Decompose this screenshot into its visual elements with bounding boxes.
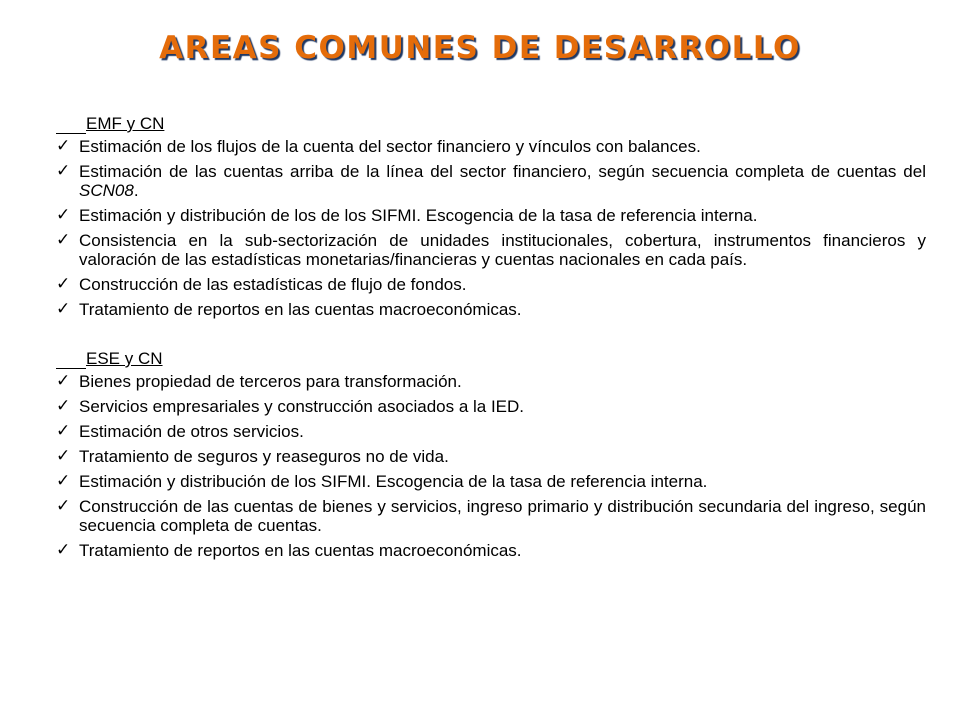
checklist-emf [56,137,926,319]
list-item [56,300,926,319]
list-item [56,541,926,560]
item-text: Estimación y distribución de los de los SIFMI. Escogencia de la tasa de referencia interna. [79,206,758,225]
checkmark-icon: ✓ [56,540,71,560]
item-text: Consistencia en la sub-sectorización de unidades institucionales, cobertura, instrumentos financieros y valoración de las estadísticas monetarias/financieras y cuentas nacionales en cada país. [79,231,926,269]
checkmark-icon: ✓ [56,496,71,516]
item-text-tail: . [133,181,139,200]
checkmark-icon: ✓ [56,136,71,156]
list-item [56,397,926,416]
section-heading-emf [56,114,926,135]
checkmark-icon: ✓ [56,371,71,391]
list-item [56,447,926,466]
checkmark-icon: ✓ [56,446,71,466]
item-text-italic: SCN08 [79,181,134,200]
list-item [56,137,926,156]
item-text: Estimación de las cuentas arriba de la línea del sector financiero, según secuencia completa de cuentas del [79,162,926,181]
checkmark-icon: ✓ [56,396,71,416]
item-text: Tratamiento de reportos en las cuentas macroeconómicas. [79,541,522,560]
item-text: Tratamiento de reportos en las cuentas macroeconómicas. [79,300,522,319]
list-item [56,231,926,269]
item-text: Servicios empresariales y construcción asociados a la IED. [79,397,525,416]
checkmark-icon: ✓ [56,274,71,294]
slide-body [56,108,926,566]
item-text: Construcción de las cuentas de bienes y servicios, ingreso primario y distribución secundaria del ingreso, según secuencia completa de cuentas. [79,497,926,535]
list-item [56,275,926,294]
underline-indent [56,352,86,369]
item-text: Tratamiento de seguros y reaseguros no de vida. [79,447,449,466]
section-spacer [56,325,926,343]
underline-indent [56,117,86,134]
item-text: Estimación de otros servicios. [79,422,304,441]
checkmark-icon: ✓ [56,471,71,491]
list-item [56,162,926,200]
list-item [56,497,926,535]
section-heading-text: ESE y CN [86,349,163,368]
checkmark-icon: ✓ [56,205,71,225]
item-text: Estimación y distribución de los SIFMI. Escogencia de la tasa de referencia interna. [79,472,708,491]
list-item [56,422,926,441]
checkmark-icon: ✓ [56,299,71,319]
list-item [56,472,926,491]
list-item [56,372,926,391]
checkmark-icon: ✓ [56,161,71,181]
slide-title: AREAS COMUNES DE DESARROLLO [159,30,801,66]
checklist-ese [56,372,926,560]
section-heading-text: EMF y CN [86,114,165,133]
item-text: Construcción de las estadísticas de flujo de fondos. [79,275,467,294]
checkmark-icon: ✓ [56,230,71,250]
item-text: Estimación de los flujos de la cuenta del sector financiero y vínculos con balances. [79,137,701,156]
section-heading-ese [56,349,926,370]
checkmark-icon: ✓ [56,421,71,441]
item-text: Bienes propiedad de terceros para transformación. [79,372,462,391]
list-item [56,206,926,225]
